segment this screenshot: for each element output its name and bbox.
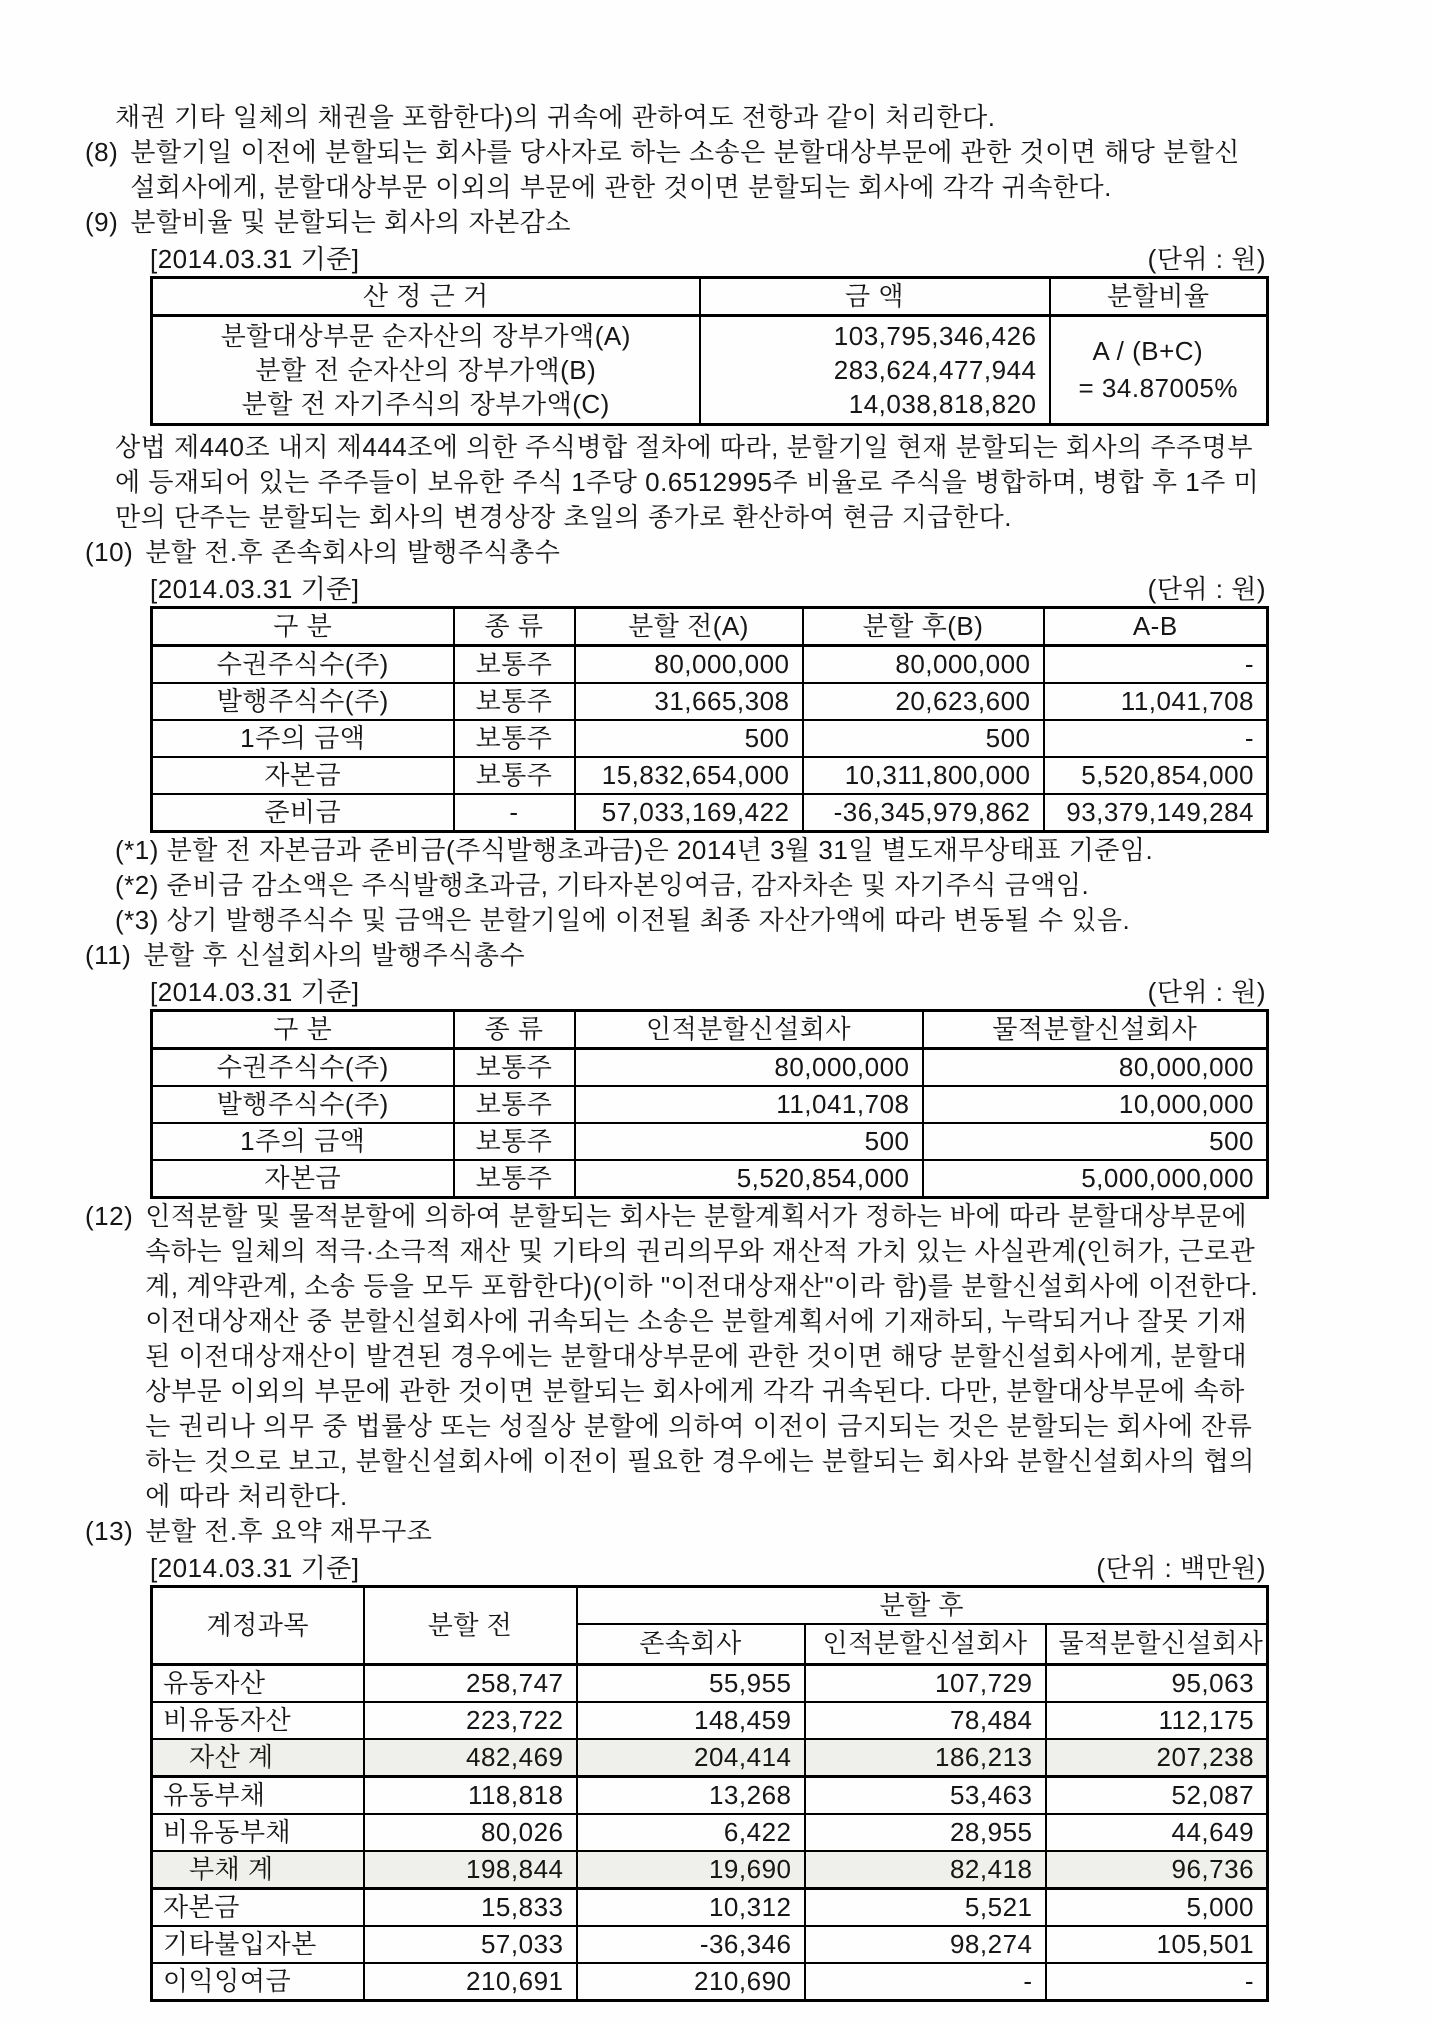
table10-unit-label: (단위 : 원) [1147,574,1266,604]
basis-label: 분할 전 순자산의 장부가액(B) [255,355,597,385]
table-cell: 210,690 [577,1963,805,2001]
table-row [152,1123,1268,1160]
capital-reduction-table [150,276,1269,426]
table-header-cell: 분할 후(B) [803,608,1044,646]
amount-values-cell [700,316,1050,425]
row-label-cell: 수권주식수(주) [152,646,454,684]
table11-basis-date-label: [2014.03.31 기준] [150,977,360,1007]
basis-labels-cell [152,316,700,425]
ratio-formula-line: A / (B+C) [1092,336,1204,366]
new-companies-shares-table [150,1009,1269,1199]
row-label-cell: 발행주식수(주) [152,1086,454,1123]
row-label-cell: 비유동부채 [152,1814,364,1851]
table13-unit-label: (단위 : 백만원) [1096,1553,1266,1583]
table-row [152,1049,1268,1087]
table-cell: 80,026 [364,1814,577,1851]
table-cell: -36,345,979,862 [803,794,1044,832]
table-cell: 5,520,854,000 [575,1160,923,1198]
table-cell: - [1046,1963,1268,2001]
table-header-cell: 분할 전(A) [575,608,803,646]
table-row [152,683,1268,720]
table-header-cell: 존속회사 [577,1624,805,1664]
row-label-cell: 1주의 금액 [152,720,454,757]
row-label-cell: 자본금 [152,1888,364,1926]
row-label-cell: 수권주식수(주) [152,1049,454,1087]
table-header-cell: 계정과목 [152,1587,364,1665]
document-content [85,100,1266,2002]
table-cell: 57,033 [364,1926,577,1963]
paragraph-continuation: 채권 기타 일체의 채권을 포함한다)의 귀속에 관하여도 전항과 같이 처리한다. [115,102,996,132]
table-row [152,757,1268,794]
table-cell: 78,484 [805,1702,1046,1739]
table-cell: 500 [575,1123,923,1160]
table-cell: 80,000,000 [575,646,803,684]
table-cell: 148,459 [577,1702,805,1739]
table-cell: 80,000,000 [575,1049,923,1087]
division-ratio-cell [1050,316,1268,425]
table-cell: 80,000,000 [803,646,1044,684]
item-8-text: 분할기일 이전에 분할되는 회사를 당사자로 하는 소송은 분할대상부문에 관한 것이면 해당 분할신설회사에게, 분할대상부문 이외의 부문에 관한 것이면 분할되는 회사에 각각 귀속한다. [130,137,1240,202]
table-cell: 258,747 [364,1664,577,1702]
table-row [152,720,1268,757]
table-cell: 482,469 [364,1739,577,1777]
amount-value: 14,038,818,820 [848,389,1037,419]
row-label-cell: 자본금 [152,1160,454,1198]
row-label-cell: 비유동자산 [152,1702,364,1739]
table-row [152,794,1268,832]
table-row [152,1160,1268,1198]
item-12 [85,1199,1260,1514]
table-header-row [152,1011,1268,1049]
amount-value: 103,795,346,426 [833,321,1037,351]
table-cell: 13,268 [577,1776,805,1814]
table-header-row [152,278,1268,316]
footnote-3: (*3) 상기 발행주식수 및 금액은 분할기일에 이전될 최종 자산가액에 따라 변동될 수 있음. [115,905,1131,935]
table-cell: 500 [923,1123,1268,1160]
table-cell: 보통주 [454,1160,575,1198]
table-cell: 보통주 [454,1086,575,1123]
table-row [152,316,1268,425]
item-10 [85,535,1260,570]
row-label-cell: 준비금 [152,794,454,832]
table-cell: 186,213 [805,1739,1046,1777]
row-label-cell: 자산 계 [152,1739,364,1777]
table-cell: 44,649 [1046,1814,1268,1851]
share-merge-note: 상법 제440조 내지 제444조에 의한 주식병합 절차에 따라, 분할기일 현재 분할되는 회사의 주주명부에 등재되어 있는 주주들이 보유한 주식 1주당 0.6512995주 비율로 주식을 병합하며, 병합 후 1주 미만의 단주는 분할되는 회사의 변경상장 초일의 종가로 환산하여 현금 지급한다. [115,432,1260,532]
table-cell: - [1044,720,1268,757]
table-cell: 105,501 [1046,1926,1268,1963]
table-header-cell: 분할 전 [364,1587,577,1665]
table-cell: 20,623,600 [803,683,1044,720]
surviving-company-shares-table [150,606,1269,833]
basis-label: 분할 전 자기주식의 장부가액(C) [241,389,610,419]
table-cell: 31,665,308 [575,683,803,720]
table-header-cell: 물적분할신설회사 [1046,1624,1268,1664]
table13-basis-date-label: [2014.03.31 기준] [150,1553,360,1583]
table-row [152,1664,1268,1702]
table-cell: 보통주 [454,1049,575,1087]
table-cell: 107,729 [805,1664,1046,1702]
table-cell: 98,274 [805,1926,1046,1963]
table-cell: 보통주 [454,720,575,757]
table-cell: 15,833 [364,1888,577,1926]
row-label-cell: 발행주식수(주) [152,683,454,720]
item-11 [85,938,1260,973]
row-label-cell: 부채 계 [152,1851,364,1889]
table10-caption-row [150,572,1266,606]
table-cell: 55,955 [577,1664,805,1702]
table-cell: 198,844 [364,1851,577,1889]
table-cell: 보통주 [454,1123,575,1160]
item-11-number: (11) [85,940,132,970]
footnote-2: (*2) 준비금 감소액은 주식발행초과금, 기타자본잉여금, 감자차손 및 자기주식 금액임. [115,870,1090,900]
table-cell: 10,312 [577,1888,805,1926]
table-cell: 5,000,000,000 [923,1160,1268,1198]
table-header-cell: 인적분할신설회사 [575,1011,923,1049]
table9-unit-label: (단위 : 원) [1147,244,1266,274]
table-cell: 80,000,000 [923,1049,1268,1087]
table-header-cell: 종 류 [454,608,575,646]
table-cell: 28,955 [805,1814,1046,1851]
table-header-cell: 인적분할신설회사 [805,1624,1046,1664]
row-label-cell: 이익잉여금 [152,1963,364,2001]
table-cell: 10,311,800,000 [803,757,1044,794]
row-label-cell: 자본금 [152,757,454,794]
table13-caption-row [150,1551,1266,1585]
table-cell: 11,041,708 [575,1086,923,1123]
table-cell: 53,463 [805,1776,1046,1814]
table-subtotal-row [152,1851,1268,1889]
table-cell: 500 [575,720,803,757]
table-cell: 6,422 [577,1814,805,1851]
table-cell: 112,175 [1046,1702,1268,1739]
table-cell: 93,379,149,284 [1044,794,1268,832]
table-cell: 82,418 [805,1851,1046,1889]
row-label-cell: 1주의 금액 [152,1123,454,1160]
table-cell: - [454,794,575,832]
table-cell: 5,521 [805,1888,1046,1926]
item-10-title: 분할 전.후 존속회사의 발행주식총수 [145,537,561,567]
item-8-number: (8) [85,137,119,167]
item-13-title: 분할 전.후 요약 재무구조 [145,1516,433,1546]
footnote-1: (*1) 분할 전 자본금과 준비금(주식발행초과금)은 2014년 3월 31일 별도재무상태표 기준임. [115,835,1154,865]
table-row [152,1086,1268,1123]
table-cell: - [1044,646,1268,684]
table-cell: 보통주 [454,683,575,720]
table-header-row [152,608,1268,646]
table-row [152,1888,1268,1926]
item-9 [85,205,1260,240]
table11-unit-label: (단위 : 원) [1147,977,1266,1007]
table10-basis-date-label: [2014.03.31 기준] [150,574,360,604]
table-cell: 보통주 [454,646,575,684]
item-11-title: 분할 후 신설회사의 발행주식총수 [143,940,526,970]
table11-caption-row [150,975,1266,1009]
table-header-cell: 종 류 [454,1011,575,1049]
table-row [152,1963,1268,2001]
financial-structure-table [150,1585,1269,2002]
table-header-cell: 물적분할신설회사 [923,1011,1268,1049]
division-ratio-formula [1079,333,1238,407]
table-cell: 11,041,708 [1044,683,1268,720]
ratio-result-line: = 34.87005% [1078,373,1238,403]
item-13 [85,1514,1260,1549]
table-header-group-cell: 분할 후 [577,1587,1268,1625]
item-10-number: (10) [85,537,134,567]
item-9-title: 분할비율 및 분할되는 회사의 자본감소 [130,207,572,237]
table-header-cell: 구 분 [152,1011,454,1049]
table-row [152,1814,1268,1851]
item-12-number: (12) [85,1201,134,1231]
table-cell: 보통주 [454,757,575,794]
table-header-cell: 구 분 [152,608,454,646]
item-9-number: (9) [85,207,119,237]
table-header-row [152,1587,1268,1625]
table-cell: 204,414 [577,1739,805,1777]
table-cell: -36,346 [577,1926,805,1963]
table-cell: 5,000 [1046,1888,1268,1926]
row-label-cell: 유동자산 [152,1664,364,1702]
table-row [152,646,1268,684]
basis-label: 분할대상부문 순자산의 장부가액(A) [220,321,631,351]
table-cell: 118,818 [364,1776,577,1814]
table-header-cell: A-B [1044,608,1268,646]
table-header-cell: 분할비율 [1050,278,1268,316]
table-header-cell: 금 액 [700,278,1050,316]
table-cell: 223,722 [364,1702,577,1739]
table-row [152,1926,1268,1963]
row-label-cell: 기타불입자본 [152,1926,364,1963]
table-cell: 52,087 [1046,1776,1268,1814]
table-cell: 96,736 [1046,1851,1268,1889]
row-label-cell: 유동부채 [152,1776,364,1814]
table-row [152,1702,1268,1739]
table-row [152,1776,1268,1814]
table-cell: 19,690 [577,1851,805,1889]
table-cell: - [805,1963,1046,2001]
item-13-number: (13) [85,1516,134,1546]
table-cell: 500 [803,720,1044,757]
item-12-text: 인적분할 및 물적분할에 의하여 분할되는 회사는 분할계획서가 정하는 바에 따라 분할대상부문에 속하는 일체의 적극·소극적 재산 및 기타의 권리의무와 재산적 가치 있는 사실관계(인허가, 근로관계, 계약관계, 소송 등을 모두 포함한다)(이하 "이전대상재산"이라 함)를 분할신설회사에 이전한다. 이전대상재산 중 분할신설회사에 귀속되는 소송은 분할계획서에 기재하되, 누락되거나 잘못 기재된 이전대상재산이 발견된 경우에는 분할대상부문에 관한 것이면 해당 분할신설회사에게, 분할대상부문 이외의 부문에 관한 것이면 분할되는 회사에게 각각 귀속된다. 다만, 분할대상부문에 속하는 권리나 의무 중 법률상 또는 성질상 분할에 의하여 이전이 금지되는 것은 분할되는 회사에 잔류하는 것으로 보고, 분할신설회사에 이전이 필요한 경우에는 분할되는 회사와 분할신설회사의 협의에 따라 처리한다. [145,1201,1259,1511]
table-subtotal-row [152,1739,1268,1777]
table-cell: 10,000,000 [923,1086,1268,1123]
table9-basis-date-label: [2014.03.31 기준] [150,244,360,274]
table-cell: 57,033,169,422 [575,794,803,832]
amount-value: 283,624,477,944 [833,355,1037,385]
table-cell: 207,238 [1046,1739,1268,1777]
table-cell: 210,691 [364,1963,577,2001]
table-header-cell: 산 정 근 거 [152,278,700,316]
table9-caption-row [150,242,1266,276]
table-cell: 5,520,854,000 [1044,757,1268,794]
table-cell: 95,063 [1046,1664,1268,1702]
item-8 [85,135,1260,205]
table-cell: 15,832,654,000 [575,757,803,794]
